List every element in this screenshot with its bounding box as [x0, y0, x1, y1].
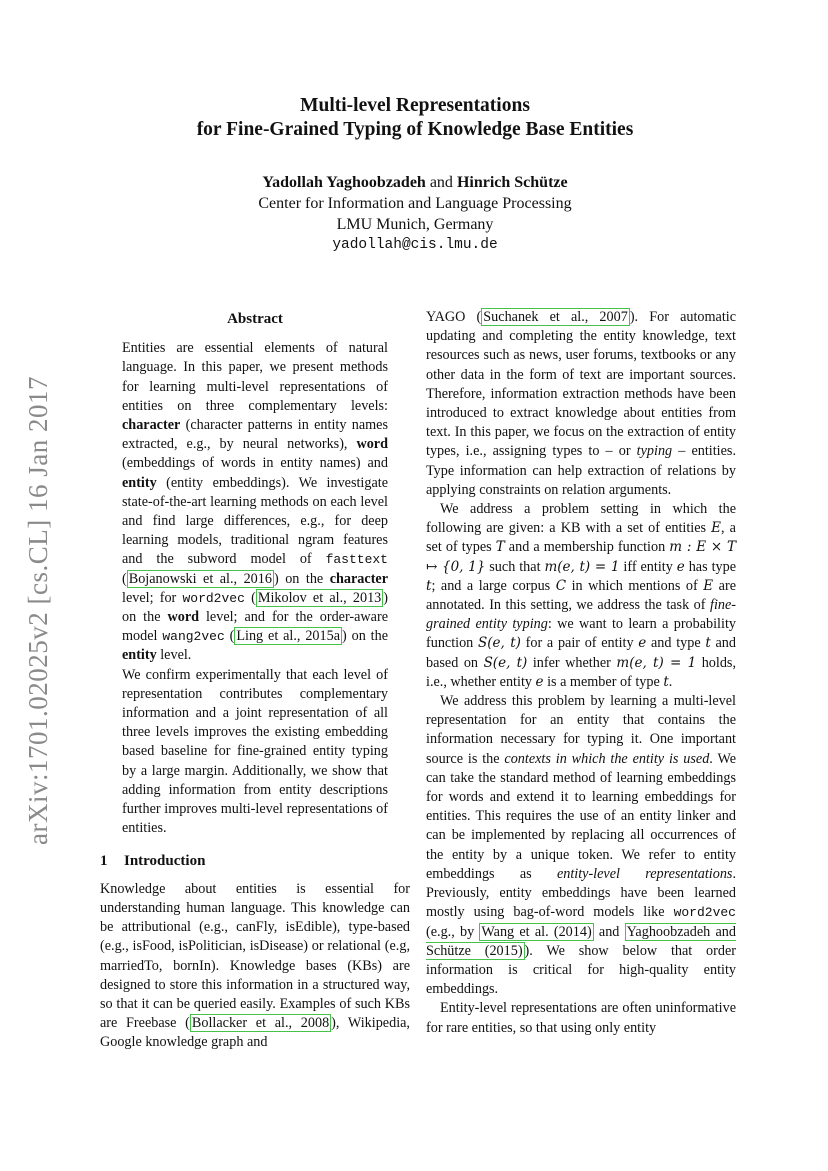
- math: m : E × T ↦ {0, 1}: [426, 539, 736, 575]
- text: for a pair of entity: [520, 635, 639, 652]
- author-2: Hinrich Schütze: [456, 174, 568, 191]
- math: E: [703, 577, 714, 594]
- citation-link[interactable]: Mikolov et al., 2013: [257, 589, 382, 606]
- abstract-paragraph-2: We confirm experimentally that each level of representation contributes complementary information and a joint representation of all three levels improves the existing embedding based baseline for fine-grained entity typing by a large margin. Additionally, we show that adding information from entity descriptions further improves multi-level representations of entities.: [122, 666, 388, 837]
- text: level.: [156, 647, 192, 664]
- code-term: fasttext: [325, 552, 388, 568]
- text: YAGO (: [426, 309, 482, 325]
- text: , a set of types: [426, 520, 736, 556]
- text: level; for: [122, 589, 183, 606]
- body-paragraph-4: Entity-level representations are often uninformative for rare entities, so that using only entity: [426, 1000, 736, 1036]
- section-number: 1: [100, 853, 108, 870]
- text: holds, i.e., whether entity: [426, 654, 736, 690]
- math: C: [555, 577, 567, 594]
- text: Knowledge about entities is essential for understanding human language. This knowledge can be attributional (e.g., canFly, isEdible), type-based (e.g., isFood, isPolitician, isDisease) or relational (e.g, marriedTo, bornIn). Knowledge bases (KBs) are designed to store this information in a structured way, so that it can be queried easily. Examples of such KBs are Freebase (: [100, 880, 410, 1032]
- math: T: [495, 539, 505, 556]
- text: and a membership function: [504, 539, 670, 556]
- bold-term: entity: [122, 647, 157, 664]
- text: ) on the: [273, 570, 330, 587]
- text: in which mentions of: [566, 577, 704, 594]
- abstract-heading: Abstract: [227, 311, 283, 327]
- bold-term: character: [329, 570, 389, 587]
- bold-term: word: [356, 436, 388, 453]
- text: ; and a large corpus: [431, 577, 556, 594]
- text: is a member of type: [543, 673, 664, 690]
- text: has type: [684, 558, 736, 575]
- math: e: [535, 673, 544, 690]
- body-paragraph-3: [426, 692, 736, 999]
- code-term: word2vec: [673, 905, 736, 921]
- text: ). We show below that order information is critical for high-quality entity embeddings.: [426, 942, 736, 998]
- text: (character patterns in entity names extracted, e.g., by neural networks),: [122, 417, 388, 453]
- arxiv-stamp: [20, 370, 56, 850]
- author-conjunction: and: [429, 174, 453, 191]
- affiliation-2: LMU Munich, Germany: [336, 216, 494, 233]
- text: (e.g., by: [426, 923, 480, 940]
- text: We address this problem by learning a multi-level representation for an entity that contains the information necessary for typing it. One important source is the: [426, 693, 736, 767]
- math: S(e, t): [483, 654, 528, 671]
- math: t: [426, 577, 432, 594]
- text: . Previously, entity embeddings have been learned mostly using bag-of-word models like: [426, 865, 736, 921]
- text: ), Wikipedia, Google knowledge graph and: [100, 1015, 410, 1051]
- text: (embeddings of words in entity names) and: [122, 455, 388, 472]
- arxiv-identifier: arXiv:1701.02025v2 [cs.CL] 16 Jan 2017: [22, 375, 53, 845]
- body-paragraph-2: [426, 500, 736, 692]
- text: .: [668, 673, 673, 690]
- abstract-paragraph-1: [122, 339, 388, 665]
- math: m(e, t) = 1: [544, 558, 620, 575]
- italic-term: fine-grained entity typing: [426, 597, 736, 633]
- text: and based on: [426, 635, 736, 671]
- code-term: word2vec: [182, 590, 245, 606]
- section-heading-introduction: [100, 852, 410, 871]
- math: e: [676, 558, 685, 575]
- abstract: [100, 339, 410, 838]
- citation-link[interactable]: Ling et al., 2015a: [236, 628, 341, 645]
- text: are annotated. In this setting, we address the task of: [426, 577, 736, 614]
- citation-link[interactable]: Bollacker et al., 2008: [191, 1015, 330, 1032]
- math: S(e, t): [478, 635, 521, 652]
- code-term: wang2vec: [162, 629, 225, 645]
- italic-term: typing: [636, 443, 673, 460]
- text: such that: [485, 558, 545, 575]
- math: E: [711, 520, 722, 537]
- citation-link[interactable]: Bojanowski et al., 2016: [128, 570, 272, 587]
- section-title: Introduction: [124, 853, 206, 870]
- text: (: [244, 589, 256, 606]
- title-block: [100, 94, 730, 142]
- author-block: [100, 172, 730, 256]
- text: ). For automatic updating and completing the entity knowledge, text resources such as news, user forums, textbooks or any other data in the form of text are important sources. Therefore, information extraction methods have been introduced to extract knowledge about entities from text. In this paper, we focus on the extraction of entity types, i.e., assigning types to – or: [426, 309, 737, 460]
- paper-title-line-1: Multi-level Representations: [300, 95, 530, 116]
- text: – entities. Type information can help extraction of relations by applying constraints on relation arguments.: [426, 443, 736, 498]
- text: and: [593, 923, 625, 940]
- paper-title-line-2: for Fine-Grained Typing of Knowledge Base Entities: [196, 119, 634, 140]
- author-email[interactable]: yadollah@cis.lmu.de: [332, 237, 498, 253]
- math: t: [663, 673, 669, 690]
- math: t: [705, 635, 711, 652]
- text: (: [224, 628, 235, 645]
- bold-term: character: [122, 417, 181, 434]
- citation-link[interactable]: Suchanek et al., 2007: [483, 309, 628, 325]
- citation-link[interactable]: Yaghoobzadeh and Schütze (2015): [426, 923, 736, 959]
- affiliation-1: Center for Information and Language Processing: [258, 195, 572, 212]
- text: and type: [646, 635, 706, 652]
- bold-term: entity: [122, 474, 157, 491]
- italic-term: entity-level representations: [556, 865, 733, 882]
- text: (entity embeddings). We investigate state-of-the-art learning methods on each level and find large differences, e.g., for deep learning models, traditional ngram features and the subword model of: [122, 474, 388, 568]
- text: : we want to learn a probability function: [426, 616, 736, 652]
- right-column: [426, 308, 736, 1038]
- author-1: Yadollah Yaghoobzadeh: [262, 174, 426, 191]
- text: ) on the: [342, 628, 388, 645]
- text: . We can take the standard method of learning embeddings for words and extend it to learning embeddings for entities. This requires the use of an entity linker and can be implemented by replacing all occurrences of the entity by a unique token. We refer to entity embeddings as: [426, 750, 736, 882]
- math: e: [638, 635, 647, 652]
- text: level; and for the order-aware model: [122, 609, 389, 645]
- text: (: [122, 570, 127, 587]
- text: infer whether: [527, 654, 617, 671]
- text: iff entity: [619, 558, 677, 575]
- author-names: [100, 172, 730, 193]
- body-paragraph-1: [426, 308, 736, 500]
- text: ) on the: [122, 589, 388, 626]
- left-column: [100, 308, 410, 1053]
- intro-paragraph-1: [100, 880, 410, 1053]
- text: We address a problem setting in which the following are given: a KB with a set of entities: [426, 501, 736, 537]
- text: Entities are essential elements of natural language. In this paper, we present methods for learning multi-level representations of entities on three complementary levels:: [122, 340, 388, 414]
- citation-link[interactable]: Wang et al. (2014): [481, 923, 592, 940]
- italic-term: contexts in which the entity is used: [504, 750, 710, 767]
- math: m(e, t) = 1: [616, 654, 697, 671]
- bold-term: word: [167, 609, 200, 626]
